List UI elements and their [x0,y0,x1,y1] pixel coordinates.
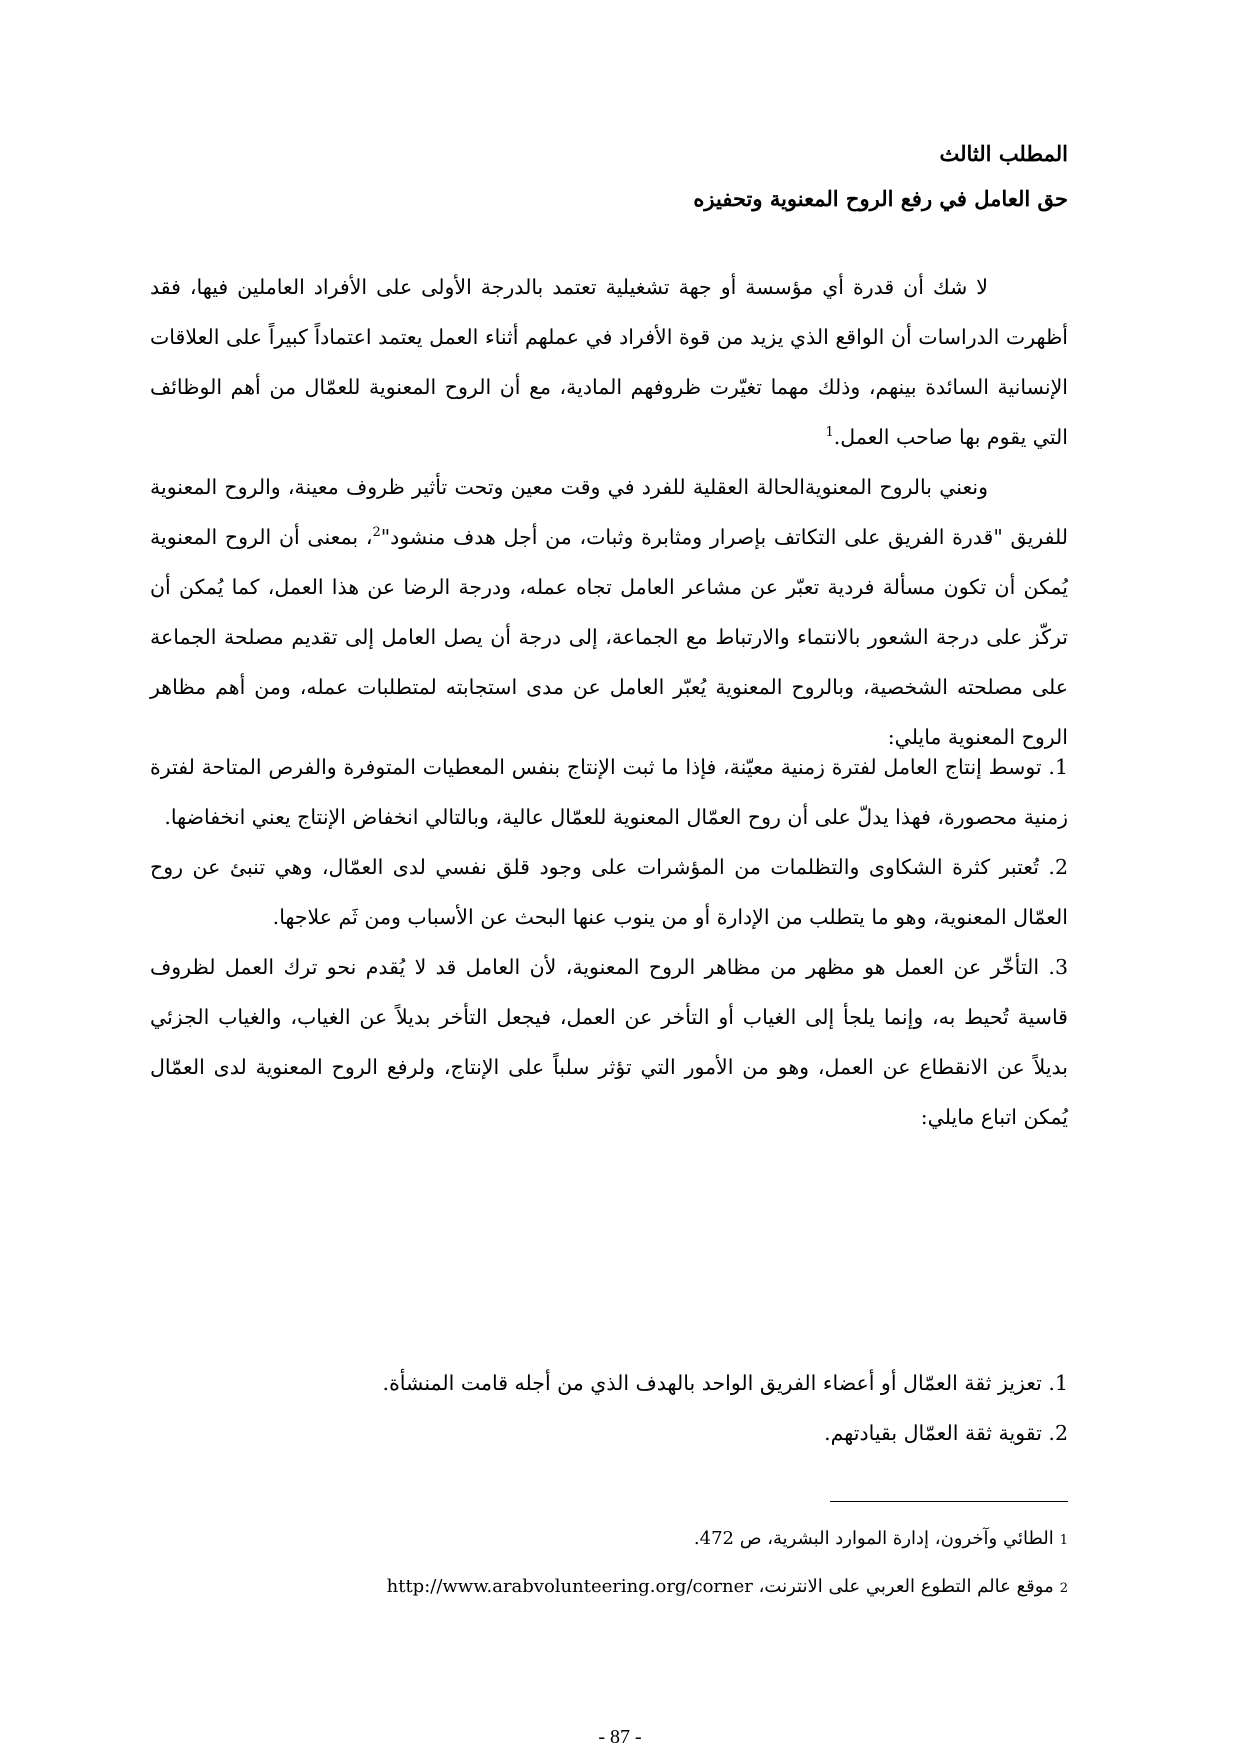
footnote-text: الطائي وآخرون، إدارة الموارد البشرية، ص 472. [693,1528,1054,1549]
footnote-number: 1 [1059,1533,1068,1548]
footnote-divider [830,1501,1068,1502]
intro-paragraph-2 [150,462,1068,762]
section-label: المطلب الثالث [939,141,1068,166]
footnote-text: موقع عالم التطوع العربي على الانترنت، [752,1576,1054,1597]
footnote-1 [150,1528,1068,1549]
footnote-number: 2 [1059,1581,1068,1596]
footnote-ref-2: 2 [372,525,381,541]
manifestation-text: التأخّر عن العمل هو مظهر من مظاهر الروح المعنوية، لأن العامل قد لا يُقدم نحو ترك العمل لظروف قاسية تُحيط به، وإنما يلجأ إلى الغياب أو التأخر عن العمل، فيجعل التأخر بديلاً عن الغياب، والغياب الجزئي بديلاً عن الانقطاع عن العمل، وهو من الأمور التي تؤثر سلباً على الإنتاج، ولرفع الروح المعنوية لدى العمّال يُمكن اتباع مايلي: [150,955,1068,1129]
measure-number: 2. [1048,1421,1068,1445]
measure-number: 1. [1048,1371,1068,1395]
measure-item-2 [150,1408,1068,1458]
manifestation-item-3 [150,942,1068,1142]
intro-body [150,262,1068,762]
manifestation-number: 2. [1048,855,1068,879]
manifestation-number: 1. [1048,755,1068,779]
intro-paragraph-2-text-a: ونعني بالروح المعنويةالحالة العقلية للفرد في وقت معين وتحت تأثير ظروف معينة، والروح المعنوية للفريق "قدرة الفريق على التكاتف بإصرار ومثابرة وثبات، من أجل هدف منشود" [150,475,1068,549]
footnote-2 [150,1576,1068,1597]
manifestation-item-1 [150,742,1068,842]
measures-list [150,1358,1068,1458]
manifestation-number: 3. [1048,955,1068,979]
manifestations-list [150,742,1068,1142]
manifestation-item-2 [150,842,1068,942]
intro-paragraph-2-text-b: ، بمعنى أن الروح المعنوية يُمكن أن تكون مسألة فردية تعبّر عن مشاعر العامل تجاه عمله، ودرجة الرضا عن هذا العمل، كما يُمكن أن تركّز على درجة الشعور بالانتماء والارتباط مع الجماعة، إلى درجة أن يصل العامل إلى تقديم مصلحة الجماعة على مصلحته الشخصية، وبالروح المعنوية يُعبّر العامل عن مدى استجابته لمتطلبات عمله، ومن أهم مظاهر الروح المعنوية مايلي: [150,525,1068,749]
intro-paragraph-1-text: لا شك أن قدرة أي مؤسسة أو جهة تشغيلية تعتمد بالدرجة الأولى على الأفراد العاملين فيها، فقد أظهرت الدراسات أن الواقع الذي يزيد من قوة الأفراد في عملهم أثناء العمل يعتمد اعتماداً كبيراً على العلاقات الإنسانية السائدة بينهم، وذلك مهما تغيّرت ظروفهم المادية، مع أن الروح المعنوية للعمّال من أهم الوظائف التي يقوم بها صاحب العمل. [150,275,1068,449]
manifestation-text: توسط إنتاج العامل لفترة زمنية معيّنة، فإذا ما ثبت الإنتاج بنفس المعطيات المتوفرة والفرص المتاحة لفترة زمنية محصورة، فهذا يدلّ على أن روح العمّال المعنوية للعمّال عالية، وبالتالي انخفاض الإنتاج يعني انخفاضها. [150,755,1068,829]
measure-text: تعزيز ثقة العمّال أو أعضاء الفريق الواحد بالهدف الذي من أجله قامت المنشأة. [382,1371,1049,1395]
footnote-url-link[interactable]: http://www.arabvolunteering.org/corner [386,1576,753,1597]
manifestation-text: تُعتبر كثرة الشكاوى والتظلمات من المؤشرات على وجود قلق نفسي لدى العمّال، وهي تنبئ عن روح العمّال المعنوية، وهو ما يتطلب من الإدارة أو من ينوب عنها البحث عن الأسباب ومن ثَم علاجها. [150,855,1068,929]
measure-text: تقوية ثقة العمّال بقيادتهم. [824,1421,1049,1445]
footnote-ref-1: 1 [825,425,834,441]
measure-item-1 [150,1358,1068,1408]
page-number: - 87 - [598,1726,642,1748]
intro-paragraph-1 [150,262,1068,462]
section-title: حق العامل في رفع الروح المعنوية وتحفيزه [693,186,1068,211]
